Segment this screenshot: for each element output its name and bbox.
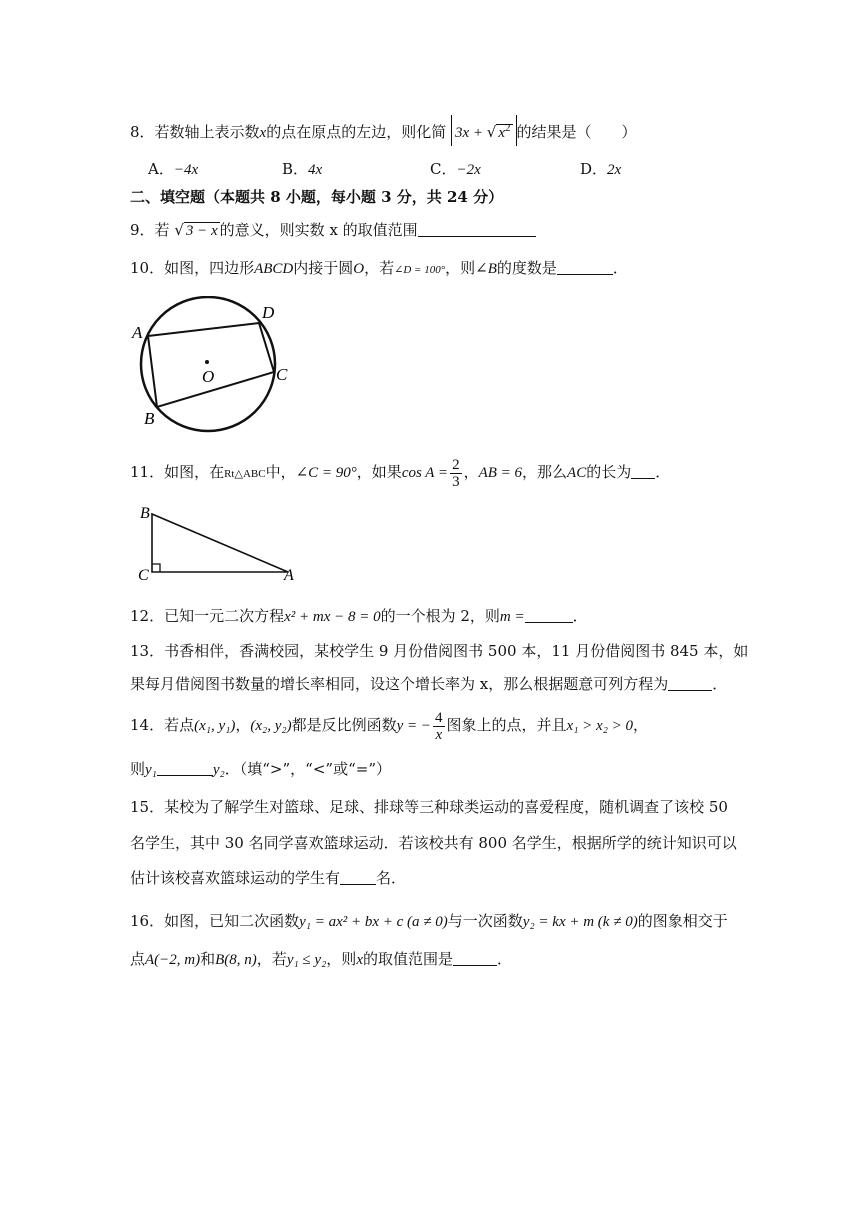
q8-choice-d (580, 158, 621, 179)
q14-y1: y₁ (145, 762, 157, 778)
q16-text: 的取值范围是 (362, 950, 453, 968)
question-14-line-2 (130, 758, 391, 781)
q14-end: ， (633, 716, 649, 734)
q14-sep: ， (235, 716, 251, 734)
q10-o: O (353, 261, 365, 277)
question-11 (130, 455, 670, 491)
q16-point-b: B(8, n) (215, 952, 257, 968)
q14-text: 都是反比例函数 (291, 716, 397, 734)
fraction (450, 457, 462, 490)
q8-var: x (259, 125, 267, 141)
label-a: A (132, 323, 143, 342)
section-2-title: 二、填空题（本题共 8 小题，每小题 3 分，共 24 分） (130, 188, 504, 206)
numerator: 4 (435, 709, 443, 726)
answer-blank (418, 222, 536, 237)
q16-x: x (356, 952, 363, 968)
q16-text: ，若 (256, 950, 287, 968)
answer-blank (557, 260, 613, 275)
answer-blank (453, 951, 497, 966)
q14-text: 则 (130, 760, 146, 778)
q11-ab: AB = 6 (478, 465, 523, 481)
q12-m: m = (499, 609, 525, 625)
q11-text: ， (463, 463, 479, 481)
answer-blank (525, 608, 573, 623)
q11-text: 11．如图，在 (130, 463, 225, 481)
q12-end: ． (572, 607, 588, 625)
q9-prefix: 9．若 (130, 221, 170, 239)
choice-value: −2x (456, 162, 481, 178)
q14-text: 图象上的点，并且 (446, 716, 567, 734)
label-c: C (276, 365, 288, 384)
circle-o (141, 297, 275, 431)
q10-text: ，则 (445, 259, 476, 277)
q14-function: y = − (396, 718, 432, 734)
q10-text: 内接于圆 (293, 259, 354, 277)
q14-y2: y₂ (212, 762, 225, 778)
label-b: B (144, 409, 155, 428)
q11-text: ，那么 (522, 463, 568, 481)
q13-text: 果每月借阅图书数量的增长率相同，设这个增长率为 x，那么根据题意可列方程为 (130, 675, 669, 693)
question-13-line-2 (130, 673, 727, 695)
choice-label: D． (580, 160, 608, 178)
q10-abcd: ABCD (254, 261, 294, 277)
choice-value: 4x (308, 162, 323, 178)
choice-label: C． (430, 160, 457, 178)
q8-abs-expression (451, 115, 517, 146)
q8-choice-a (148, 158, 198, 179)
question-13-line-1: 13．书香相伴，香满校园，某校学生 9 月份借阅图书 500 本，11 月份借阅图书 845 本，如 (130, 642, 749, 660)
q15-text: 估计该校喜欢篮球运动的学生有 (130, 869, 341, 887)
choice-label: B． (282, 160, 309, 178)
question-15-line-1: 15．某校为了解学生对篮球、足球、排球等三种球类运动的喜爱程度，随机调查了该校 50 (130, 798, 728, 816)
question-16-line-1 (130, 906, 728, 937)
label-d: D (262, 303, 275, 322)
q15-text: 名． (376, 869, 407, 887)
q13-end: ． (712, 675, 728, 693)
question-12 (130, 605, 588, 628)
q10-angle-d: ∠D = 100° (394, 264, 446, 276)
q8-choice-b (282, 158, 322, 179)
choice-value: −4x (173, 162, 199, 178)
sqrt-symbol: √ $x^2$ (486, 122, 511, 141)
q12-equation: x² + mx − 8 = 0 (284, 609, 381, 625)
question-15-line-2: 名学生，其中 30 名同学喜欢篮球运动．若该校共有 800 名学生，根据所学的统计知识可以 (130, 834, 737, 852)
denominator: 3 (452, 473, 460, 490)
choice-value: 2x (607, 162, 622, 178)
figure-10-circle-quadrilateral (128, 296, 308, 436)
q8-text-mid: 的点在原点的左边，则化简 (266, 123, 447, 141)
question-9 (130, 219, 536, 242)
q9-suffix: 的意义，则实数 x 的取值范围 (219, 221, 418, 239)
q8-suffix: 的结果是（ ） (516, 123, 637, 141)
q16-point-a: A(−2, m) (145, 952, 201, 968)
q10-text: ，若 (364, 259, 395, 277)
figure-11-right-triangle (134, 500, 304, 584)
sqrt-symbol: √ 3 − x (174, 221, 218, 239)
denominator: x (435, 726, 443, 743)
q16-text: ，则 (326, 950, 357, 968)
label-b: B (140, 505, 150, 522)
q11-rt: Rt△ABC (224, 468, 266, 480)
answer-blank (631, 464, 655, 479)
q11-cos: cos A = (401, 465, 449, 481)
q10-text: 10．如图，四边形 (130, 259, 255, 277)
q14-hint: ．（填“>”，“<”或“=”） (224, 760, 391, 778)
q9-radicand: 3 − x (185, 223, 218, 239)
q16-text: 的图象相交于 (637, 912, 728, 930)
q16-text: 和 (200, 950, 216, 968)
q11-text: 中， (265, 463, 296, 481)
q8-choice-c (430, 158, 481, 179)
q8-text: 8．若数轴上表示数 (130, 123, 260, 141)
q14-text: 14．若点 (130, 716, 195, 734)
q16-text: 16．如图，已知二次函数 (130, 912, 300, 930)
fraction (433, 710, 445, 743)
q11-text: 的长为 (586, 463, 632, 481)
q14-point-2: (x₂, y₂) (250, 718, 292, 734)
quadrilateral-abcd (148, 323, 274, 407)
label-c: C (138, 567, 149, 584)
q11-end: ． (655, 463, 671, 481)
right-angle-mark (152, 564, 160, 572)
answer-blank (340, 870, 376, 885)
answer-blank (157, 761, 213, 776)
q8-expr-rad: x (498, 125, 506, 141)
question-14-line-1 (130, 706, 648, 745)
q14-point-1: (x₁, y₁) (194, 718, 236, 734)
q11-ac: AC (567, 465, 587, 481)
q14-condition: x₁ > x₂ > 0 (566, 718, 634, 734)
label-o: O (202, 367, 215, 386)
q8-expr-sup: 2 (505, 122, 511, 134)
q8-expr-a: 3x + (455, 125, 487, 141)
question-16-line-2 (130, 944, 512, 975)
q16-function-2: y₂ = kx + m (k ≠ 0) (522, 914, 638, 930)
q11-text: ，如果 (356, 463, 402, 481)
q12-text: 的一个根为 2，则 (380, 607, 500, 625)
q10-angle-b: ∠B (475, 261, 497, 277)
q10-text: 的度数是 (496, 259, 557, 277)
q16-function-1: y₁ = ax² + bx + c (a ≠ 0) (299, 914, 448, 930)
q16-condition: y₁ ≤ y₂ (286, 952, 327, 968)
q16-end: ． (497, 950, 513, 968)
q10-end: ． (612, 259, 628, 277)
question-10 (130, 257, 628, 281)
center-point (205, 360, 209, 364)
q16-text: 点 (130, 950, 146, 968)
label-a: A (284, 567, 294, 584)
question-15-line-3 (130, 867, 406, 889)
numerator: 2 (452, 456, 460, 473)
answer-blank (668, 676, 712, 691)
triangle-abc (152, 514, 288, 572)
choice-label: A． (148, 160, 174, 178)
q16-text: 与一次函数 (447, 912, 523, 930)
q12-text: 12．已知一元二次方程 (130, 607, 285, 625)
question-8 (130, 115, 637, 146)
q11-angle: ∠C = 90° (295, 465, 357, 481)
